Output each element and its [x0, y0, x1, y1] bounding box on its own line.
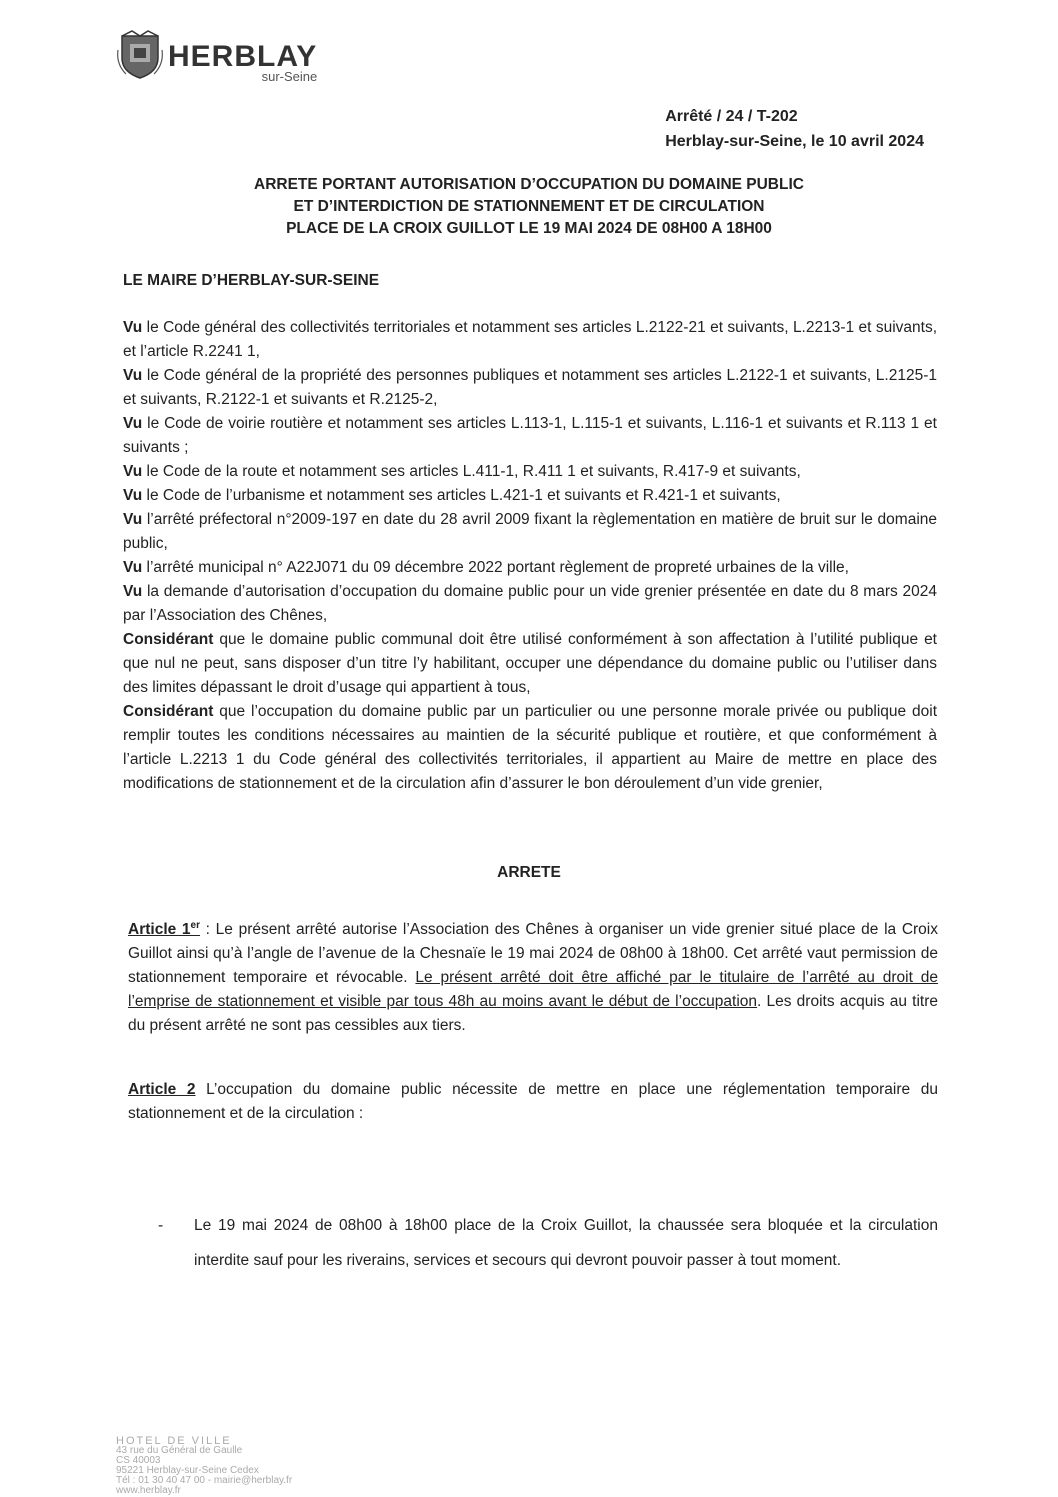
title-line-3: PLACE DE LA CROIX GUILLOT LE 19 MAI 2024 DE 08H00 A 18H00: [286, 220, 772, 237]
consideration-item: Vu le Code de l’urbanisme et notamment ses articles L.421-1 et suivants et R.421-1 et suivants,: [123, 487, 781, 504]
article-2-label: Article 2: [128, 1081, 196, 1098]
consideration-item: Vu le Code général des collectivités territoriales et notamment ses articles L.2122-21 et suivants, L.2213-1 et suivants, et l’article R.2241 1,: [123, 319, 937, 360]
document-title: [0, 174, 1058, 240]
article-1: Article 1er : Le présent arrêté autorise l’Association des Chênes à organiser un vide grenier situé place de la Croix Guillot ainsi qu’à l’angle de l’avenue de la Chesnaïe le 19 mai 2024 de 08h00 à 18h00. Cet arrêté vaut permission de stationnement temporaire et révocable. Le présent arrêté doit être affiché par le titulaire de l’arrêté au droit de l’emprise de stationnement et visible par tous 48h au moins avant le début de l’occupation. Les droits acquis au titre du présent arrêté ne sont pas cessibles aux tiers.: [128, 920, 939, 1035]
consideration-item: Considérant que le domaine public communal doit être utilisé conformément à son affectation à l’utilité publique et que nul ne peut, sans disposer d’un titre l’y habilitant, occuper une dépendance du domaine public ou l’utiliser dans des limites dépassant le droit d’usage qui appartient à tous,: [123, 631, 937, 696]
coat-of-arms-icon: [116, 30, 164, 80]
mayor-heading: LE MAIRE D’HERBLAY-SUR-SEINE: [123, 272, 380, 289]
article-1-label: Article 1er: [128, 920, 200, 939]
logo-subtitle: sur-Seine: [261, 69, 318, 84]
consideration-item: Vu l’arrêté préfectoral n°2009-197 en date du 28 avril 2009 fixant la règlementation en matière de bruit sur le domaine public,: [123, 511, 937, 552]
logo-name: HERBLAY: [168, 40, 318, 73]
consideration-item: Vu le Code général de la propriété des personnes publiques et notamment ses articles L.2122-1 et suivants, L.2125-1 et suivants, R.2122-1 et suivants et R.2125-2,: [123, 367, 937, 408]
display-obligation: Le présent arrêté doit être affiché par le titulaire de l’arrêté au droit de l’emprise de stationnement et visible par tous 48h au moins avant le début de l’occupation: [128, 969, 939, 1011]
article-2: Article 2 L’occupation du domaine public nécessite de mettre en place une réglementation temporaire du stationnement et de la circulation :: [128, 1081, 938, 1122]
consideration-item: Vu le Code de voirie routière et notamment ses articles L.113-1, L.115-1 et suivants, L.116-1 et suivants et R.113 1 et suivants ;: [123, 415, 937, 456]
city-logo: [116, 30, 317, 84]
considerations: [123, 316, 937, 796]
bullet-dash: -: [158, 1217, 164, 1234]
place-date: Herblay-sur-Seine, le 10 avril 2024: [665, 133, 924, 150]
consideration-item: Considérant que l’occupation du domaine public par un particulier ou une personne morale privée ou publique doit remplir toutes les conditions nécessaires au maintien de la sécurité publique et routière, et que conformément à l’article L.2213 1 du Code général des collectivités territoriales, il appartient au Maire de mettre en place des modifications de stationnement et de la circulation afin d’assurer le bon déroulement d’un vide grenier,: [123, 703, 937, 792]
footer-address: HOTEL DE VILLE 43 rue du Général de Gaulle CS 40003 95221 Herblay-sur-Seine Cedex Tél : 01 30 40 47 00 - mairie@herblay.fr www.herblay.fr: [116, 1435, 293, 1496]
consideration-item: Vu le Code de la route et notamment ses articles L.411-1, R.411 1 et suivants, R.417-9 et suivants,: [123, 463, 801, 480]
consideration-item: Vu la demande d’autorisation d’occupation du domaine public pour un vide grenier présentée en date du 8 mars 2024 par l’Association des Chênes,: [123, 583, 937, 624]
consideration-item: Vu l’arrêté municipal n° A22J071 du 09 décembre 2022 portant règlement de propreté urbaines de la ville,: [123, 559, 849, 576]
reference-block: [665, 104, 924, 154]
title-line-1: ARRETE PORTANT AUTORISATION D’OCCUPATION DU DOMAINE PUBLIC: [254, 176, 804, 193]
arrete-heading: ARRETE: [497, 864, 561, 881]
decree-reference: Arrêté / 24 / T-202: [665, 108, 798, 125]
bullet-text: Le 19 mai 2024 de 08h00 à 18h00 place de la Croix Guillot, la chaussée sera bloquée et la circulation interdite sauf pour les riverains, services et secours qui devront pouvoir passer à tout moment.: [194, 1217, 938, 1269]
list-item: [158, 1208, 938, 1278]
title-line-2: ET D’INTERDICTION DE STATIONNEMENT ET DE CIRCULATION: [293, 198, 765, 215]
